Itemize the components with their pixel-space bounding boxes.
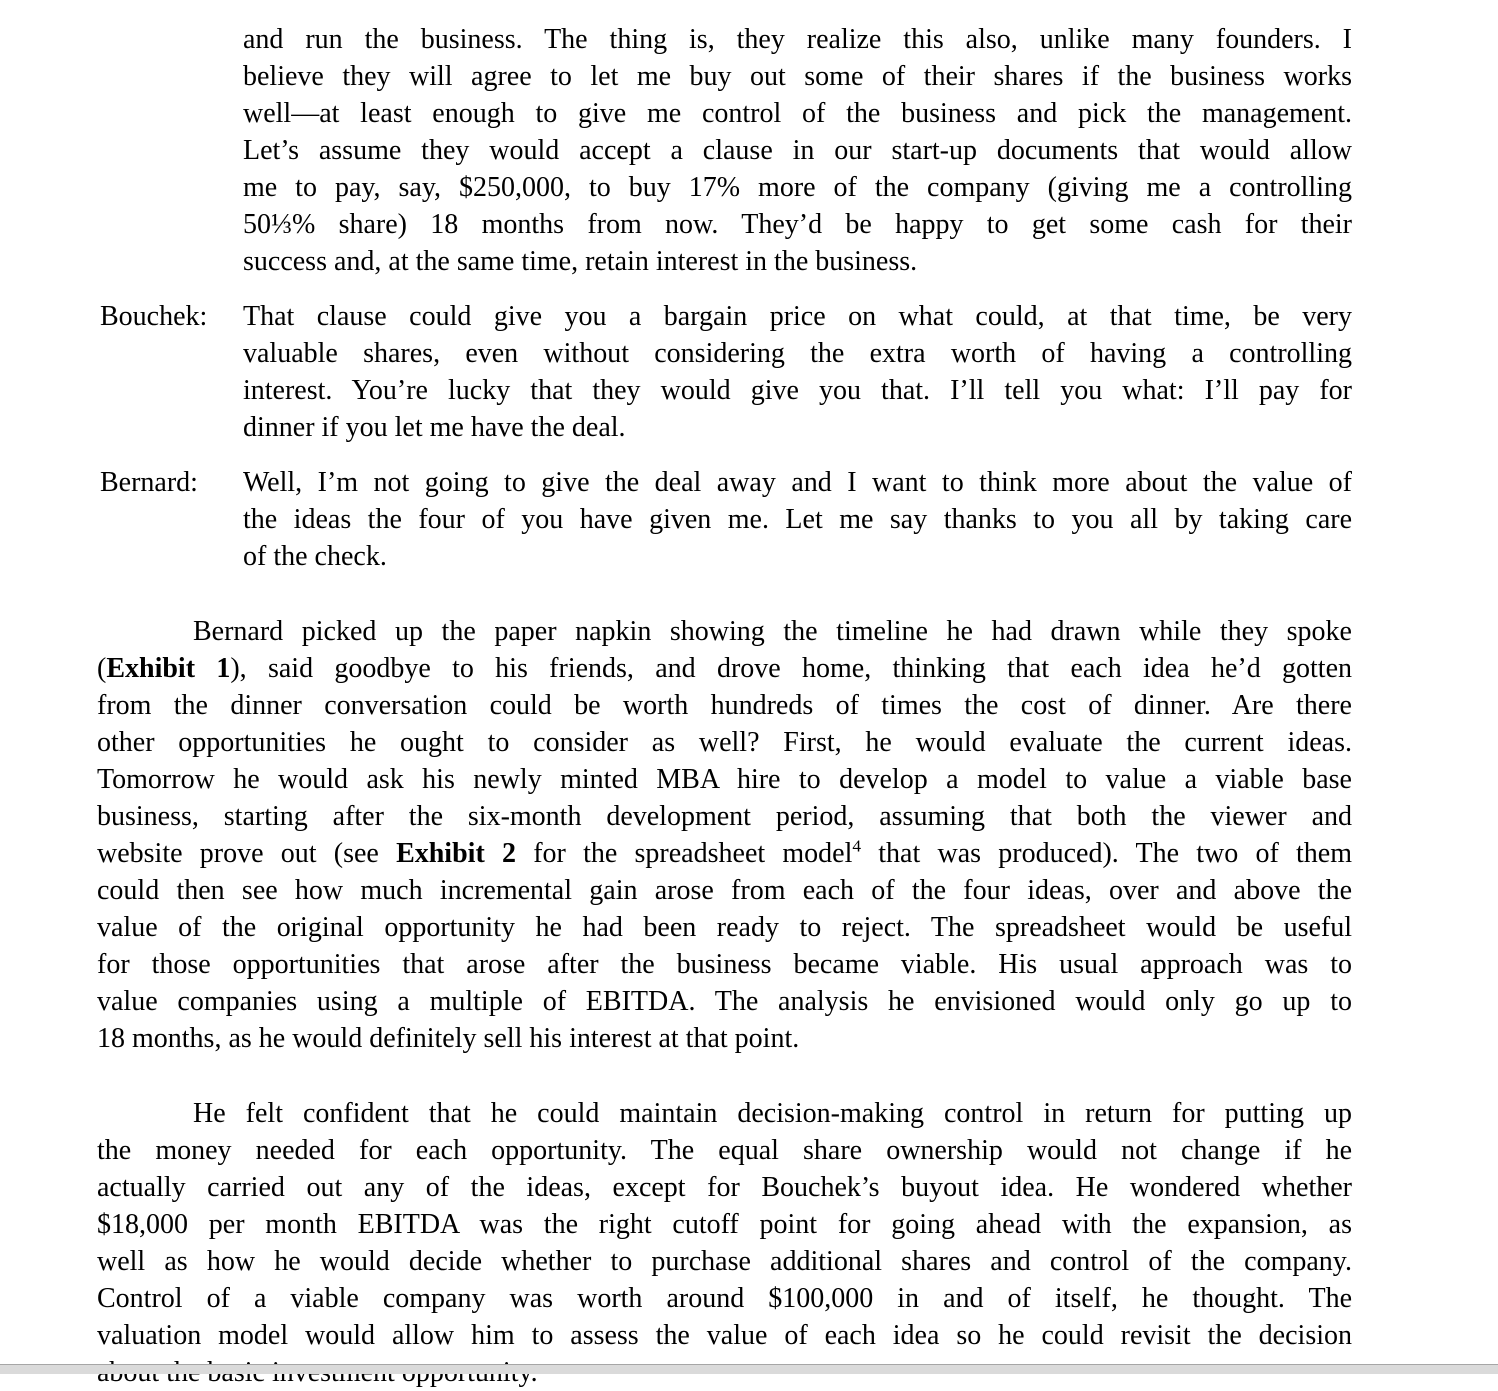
text-line: interest. You’re lucky that they would give you that. I’ll tell you what: I’ll pay for xyxy=(243,375,1352,406)
text-line: could then see how much incremental gain arose from each of the four ideas, over and above the xyxy=(97,875,1352,906)
paragraph xyxy=(97,1095,1352,1391)
dialogue-block xyxy=(243,21,1352,280)
text-line: of the check. xyxy=(243,541,387,572)
speaker-label: Bouchek: xyxy=(100,301,208,332)
text-line: believe they will agree to let me buy out some of their shares if the business works xyxy=(243,61,1352,92)
text-line: website prove out (see Exhibit 2 for the spreadsheet model$^4$ that was produced). The two of them xyxy=(97,836,1353,869)
text-line: 50⅓% share) 18 months from now. They’d be happy to get some cash for their xyxy=(243,209,1352,240)
text-line: He felt confident that he could maintain decision-making control in return for putting up xyxy=(193,1098,1352,1129)
dialogue-block xyxy=(100,298,1352,446)
text-line: well as how he would decide whether to purchase additional shares and control of the company. xyxy=(97,1246,1352,1277)
text-line: valuation model would allow him to assess the value of each idea so he could revisit the decision xyxy=(97,1320,1352,1351)
text-line: actually carried out any of the ideas, except for Bouchek’s buyout idea. He wondered whether xyxy=(97,1172,1352,1203)
text-line: That clause could give you a bargain price on what could, at that time, be very xyxy=(243,301,1352,332)
text-line: 18 months, as he would definitely sell his interest at that point. xyxy=(97,1023,800,1054)
text-line: well—at least enough to give me control of the business and pick the management. xyxy=(243,98,1352,129)
text-line: other opportunities he ought to consider as well? First, he would evaluate the current ideas. xyxy=(97,727,1352,758)
text-line: for those opportunities that arose after the business became viable. His usual approach was to xyxy=(97,949,1352,980)
text-line: value companies using a multiple of EBITDA. The analysis he envisioned would only go up to xyxy=(97,986,1352,1017)
text-line: Well, I’m not going to give the deal away and I want to think more about the value of xyxy=(243,467,1352,498)
horizontal-scrollbar-track[interactable] xyxy=(0,1364,1498,1374)
dialogue-block xyxy=(100,464,1352,575)
text-line: from the dinner conversation could be worth hundreds of times the cost of dinner. Are there xyxy=(97,690,1352,721)
text-line: Let’s assume they would accept a clause in our start-up documents that would allow xyxy=(243,135,1352,166)
text-line: the ideas the four of you have given me. Let me say thanks to you all by taking care xyxy=(243,504,1352,535)
text-line: Bernard picked up the paper napkin showing the timeline he had drawn while they spoke xyxy=(193,616,1352,647)
text-line: dinner if you let me have the deal. xyxy=(243,412,626,443)
text-line: Tomorrow he would ask his newly minted MBA hire to develop a model to value a viable base xyxy=(97,764,1352,795)
text-line: valuable shares, even without considering the extra worth of having a controlling xyxy=(243,338,1352,369)
text-line: $18,000 per month EBITDA was the right cutoff point for going ahead with the expansion, as xyxy=(97,1209,1352,1240)
text-line: Control of a viable company was worth around $100,000 in and of itself, he thought. The xyxy=(97,1283,1352,1314)
text-line: business, starting after the six-month development period, assuming that both the viewer and xyxy=(97,801,1352,832)
text-line: and run the business. The thing is, they realize this also, unlike many founders. I xyxy=(243,24,1352,55)
document-body xyxy=(97,21,1352,1391)
text-line: value of the original opportunity he had been ready to reject. The spreadsheet would be useful xyxy=(97,912,1352,943)
text-line: me to pay, say, $250,000, to buy 17% more of the company (giving me a controlling xyxy=(243,172,1352,203)
paragraph xyxy=(97,613,1352,1057)
speaker-label: Bernard: xyxy=(100,467,198,498)
text-line: success and, at the same time, retain interest in the business. xyxy=(243,246,918,277)
text-line: (Exhibit 1), said goodbye to his friends, and drove home, thinking that each idea he’d gotten xyxy=(97,653,1353,684)
text-line: the money needed for each opportunity. The equal share ownership would not change if he xyxy=(97,1135,1352,1166)
